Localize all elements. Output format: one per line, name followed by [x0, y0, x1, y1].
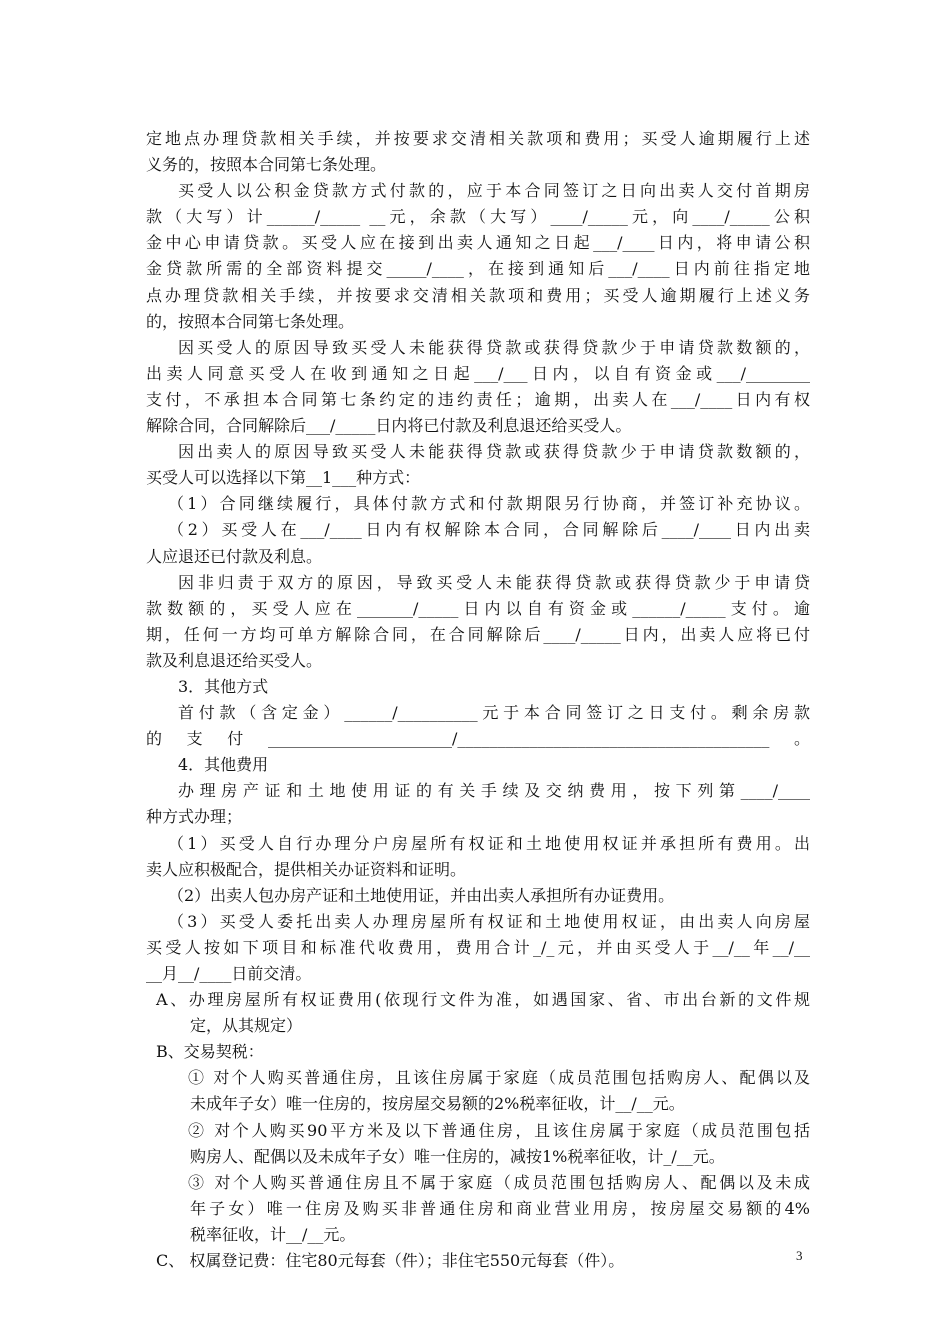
text-line: 点办理贷款相关手续，并按要求交清相关款项和费用；买受人逾期履行上述义务 [146, 285, 810, 305]
text-line: （2）出卖人包办房产证和土地使用证，并由出卖人承担所有办证费用。 [168, 885, 675, 905]
text-line: 税率征收，计__/__元。 [190, 1224, 356, 1244]
text-line: A、办理房屋所有权证费用(依现行文件为准，如遇国家、省、市出台新的文件规 [156, 990, 810, 1010]
text-line: ② 对个人购买90平方米及以下普通住房，且该住房属于家庭（成员范围包括 [188, 1120, 810, 1140]
text-line: 金中心申请贷款。买受人应在接到出卖人通知之日起___/____日内，将申请公积 [146, 233, 810, 253]
text-line: 首付款（含定金）______/__________元于本合同签订之日支付。剩余房款 [178, 703, 810, 723]
text-line: 支付，不承担本合同第七条约定的违约责任；逾期，出卖人在___/____日内有权 [146, 389, 810, 409]
text-line: 种方式办理； [146, 807, 243, 827]
text-line: （2）买受人在___/____日内有权解除本合同，合同解除后____/____日内出卖 [168, 520, 810, 540]
text-line: C、 权属登记费：住宅80元每套（件）；非住宅550元每套（件）。 [156, 1251, 625, 1271]
text-line: 定地点办理贷款相关手续，并按要求交清相关款项和费用；买受人逾期履行上述 [146, 129, 810, 148]
text-line: 款数额的，买受人应在_______/_____日内以自有资金或______/_____支付。逾 [146, 598, 810, 618]
text-line: 卖人应积极配合，提供相关办证资料和证明。 [146, 859, 467, 879]
text-line: 3．其他方式 [178, 676, 269, 696]
text-line: 4．其他费用 [178, 755, 269, 775]
text-line: 的支付_______________________/_______________________________________。 [146, 729, 810, 749]
text-line: 款（大写）计______/_____ __元，余款（大写）____/_____元，向____/_____公积 [146, 207, 810, 227]
text-line: 定，从其规定） [190, 1016, 303, 1036]
text-line: （1）买受人自行办理分户房屋所有权证和土地使用权证并承担所有费用。出 [168, 833, 810, 853]
text-line: B、交易契税： [156, 1042, 264, 1062]
text-line: 买受人可以选择以下第__1___种方式： [146, 468, 421, 488]
page-number: 3 [796, 1248, 803, 1263]
text-line: 金贷款所需的全部资料提交_____/____，在接到通知后___/____日内前往指定地 [146, 259, 810, 279]
text-line: 年子女）唯一住房及购买非普通住房和商业营业用房，按房屋交易额的4% [190, 1198, 810, 1218]
text-line: 买受人以公积金贷款方式付款的，应于本合同签订之日向出卖人交付首期房 [178, 181, 810, 201]
text-line: 因买受人的原因导致买受人未能获得贷款或获得贷款少于申请贷款数额的， [178, 337, 810, 357]
text-line: ③ 对个人购买普通住房且不属于家庭（成员范围包括购房人、配偶以及未成 [188, 1172, 810, 1192]
text-line: 款及利息退还给买受人。 [146, 650, 323, 670]
text-line: 买受人按如下项目和标准代收费用，费用合计_/_元，并由买受人于__/__年__/__ [146, 937, 810, 957]
text-line: 期，任何一方均可单方解除合同，在合同解除后____/_____日内，出卖人应将已付 [146, 624, 810, 644]
text-line: 因非归责于双方的原因，导致买受人未能获得贷款或获得贷款少于申请贷 [178, 572, 810, 592]
text-line: （3）买受人委托出卖人办理房屋所有权证和土地使用权证，由出卖人向房屋 [168, 911, 810, 931]
text-line: （1）合同继续履行，具体付款方式和付款期限另行协商，并签订补充协议。 [168, 494, 810, 514]
text-line: 出卖人同意买受人在收到通知之日起___/___日内，以自有资金或___/________ [146, 363, 810, 383]
text-line: 人应退还已付款及利息。 [146, 546, 323, 566]
text-line: 购房人、配偶以及未成年子女）唯一住房的，减按1%税率征收，计_/__元。 [190, 1146, 725, 1166]
text-line: 义务的，按照本合同第七条处理。 [146, 155, 387, 175]
text-line: ① 对个人购买普通住房，且该住房属于家庭（成员范围包括购房人、配偶以及 [188, 1068, 810, 1088]
text-line: __月__/____日前交清。 [146, 964, 312, 983]
text-line: 未成年子女）唯一住房的，按房屋交易额的2%税率征收，计__/__元。 [190, 1094, 685, 1114]
text-line: 因出卖人的原因导致买受人未能获得贷款或获得贷款少于申请贷款数额的， [178, 442, 810, 462]
text-line: 解除合同，合同解除后___/_____日内将已付款及利息退还给买受人。 [146, 416, 632, 436]
text-line: 办理房产证和土地使用证的有关手续及交纳费用，按下列第____/____ [178, 781, 810, 801]
text-line: 的，按照本合同第七条处理。 [146, 311, 355, 331]
contract-body [146, 126, 810, 1274]
